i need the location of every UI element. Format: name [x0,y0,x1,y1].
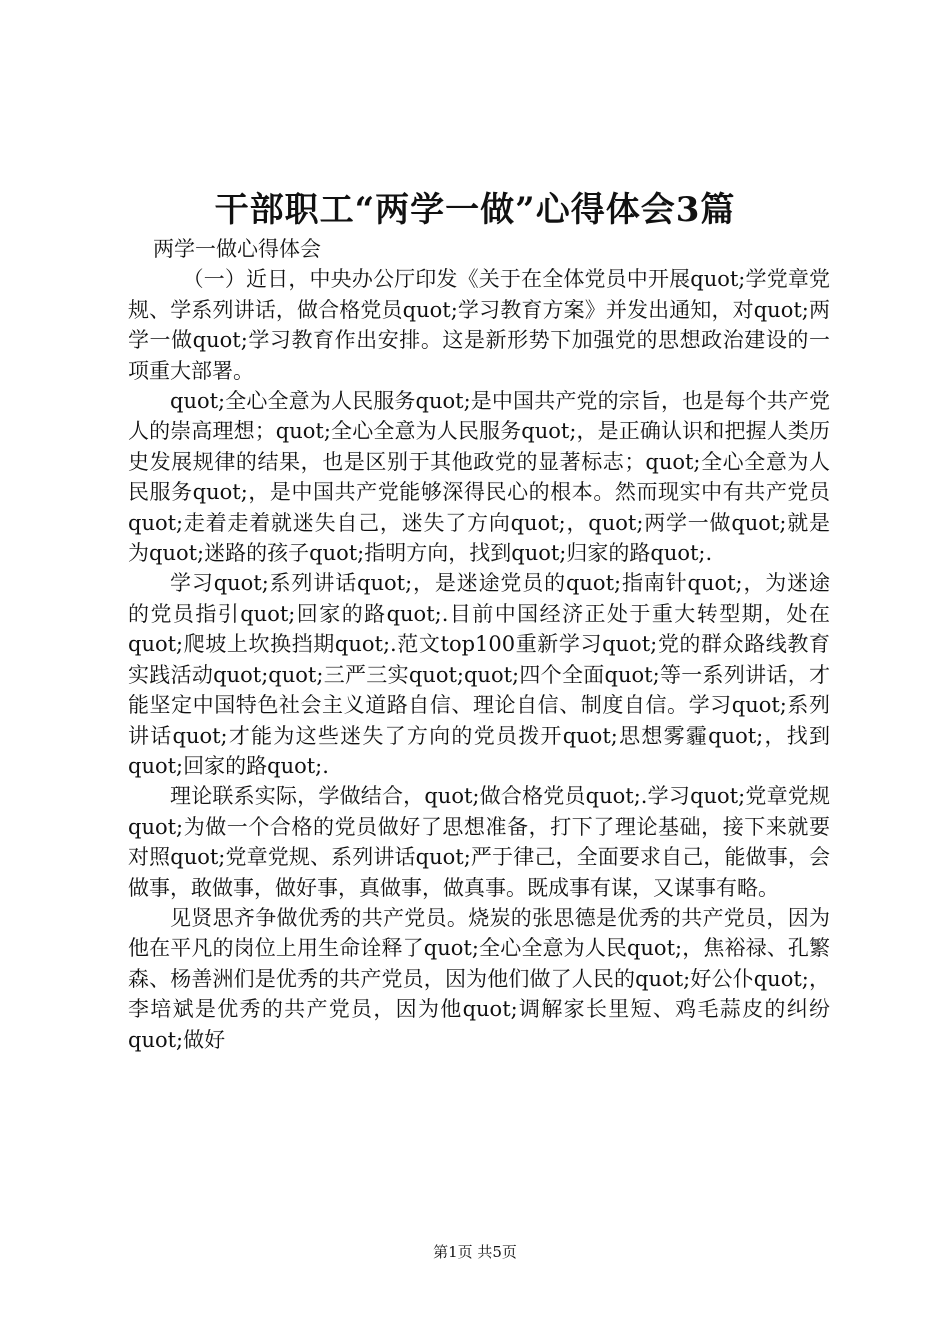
paragraph-2: quot;全心全意为人民服务quot;是中国共产党的宗旨，也是每个共产党人的崇高理想；quot;全心全意为人民服务quot;，是正确认识和把握人类历史发展规律的结果，也是区别于其他政党的显著标志；quot;全心全意为人民服务quot;，是中国共产党能够深得民心的根本。然而现实中有共产党员quot;走着走着就迷失自己，迷失了方向quot;，quot;两学一做quot;就是为quot;迷路的孩子quot;指明方向，找到quot;归家的路quot;. [128,389,830,566]
paragraph-5: 见贤思齐争做优秀的共产党员。烧炭的张思德是优秀的共产党员，因为他在平凡的岗位上用生命诠释了quot;全心全意为人民quot;，焦裕禄、孔繁森、杨善洲们是优秀的共产党员，因为他们做了人民的quot;好公仆quot;，李培斌是优秀的共产党员，因为他quot;调解家长里短、鸡毛蒜皮的纠纷quot;做好 [128,905,830,1052]
page-title: 干部职工“两学一做”心得体会3篇 [214,190,736,230]
page-footer: 第1页 共5页 [433,1243,517,1261]
section-heading: 两学一做心得体会 [153,237,321,261]
paragraph-3: 学习quot;系列讲话quot;，是迷途党员的quot;指南针quot;，为迷途的党员指引quot;回家的路quot;.目前中国经济正处于重大转型期，处在quot;爬坡上坎换挡期quot;.范文top100重新学习quot;党的群众路线教育实践活动quot;quot;三严三实quot;quot;四个全面quot;等一系列讲话，才能坚定中国特色社会主义道路自信、理论自信、制度自信。学习quot;系列讲话quot;才能为这些迷失了方向的党员拨开quot;思想雾霾quot;，找到quot;回家的路quot;. [128,571,830,778]
document-body [128,234,830,1055]
paragraph-4: 理论联系实际，学做结合，quot;做合格党员quot;.学习quot;党章党规quot;为做一个合格的党员做好了思想准备，打下了理论基础，接下来就要对照quot;党章党规、系列讲话quot;严于律己，全面要求自己，能做事，会做事，敢做事，做好事，真做事，做真事。既成事有谋，又谋事有略。 [128,784,830,900]
paragraph-1: （一）近日，中央办公厅印发《关于在全体党员中开展quot;学党章党规、学系列讲话，做合格党员quot;学习教育方案》并发出通知，对quot;两学一做quot;学习教育作出安排。这是新形势下加强党的思想政治建设的一项重大部署。 [128,267,830,383]
